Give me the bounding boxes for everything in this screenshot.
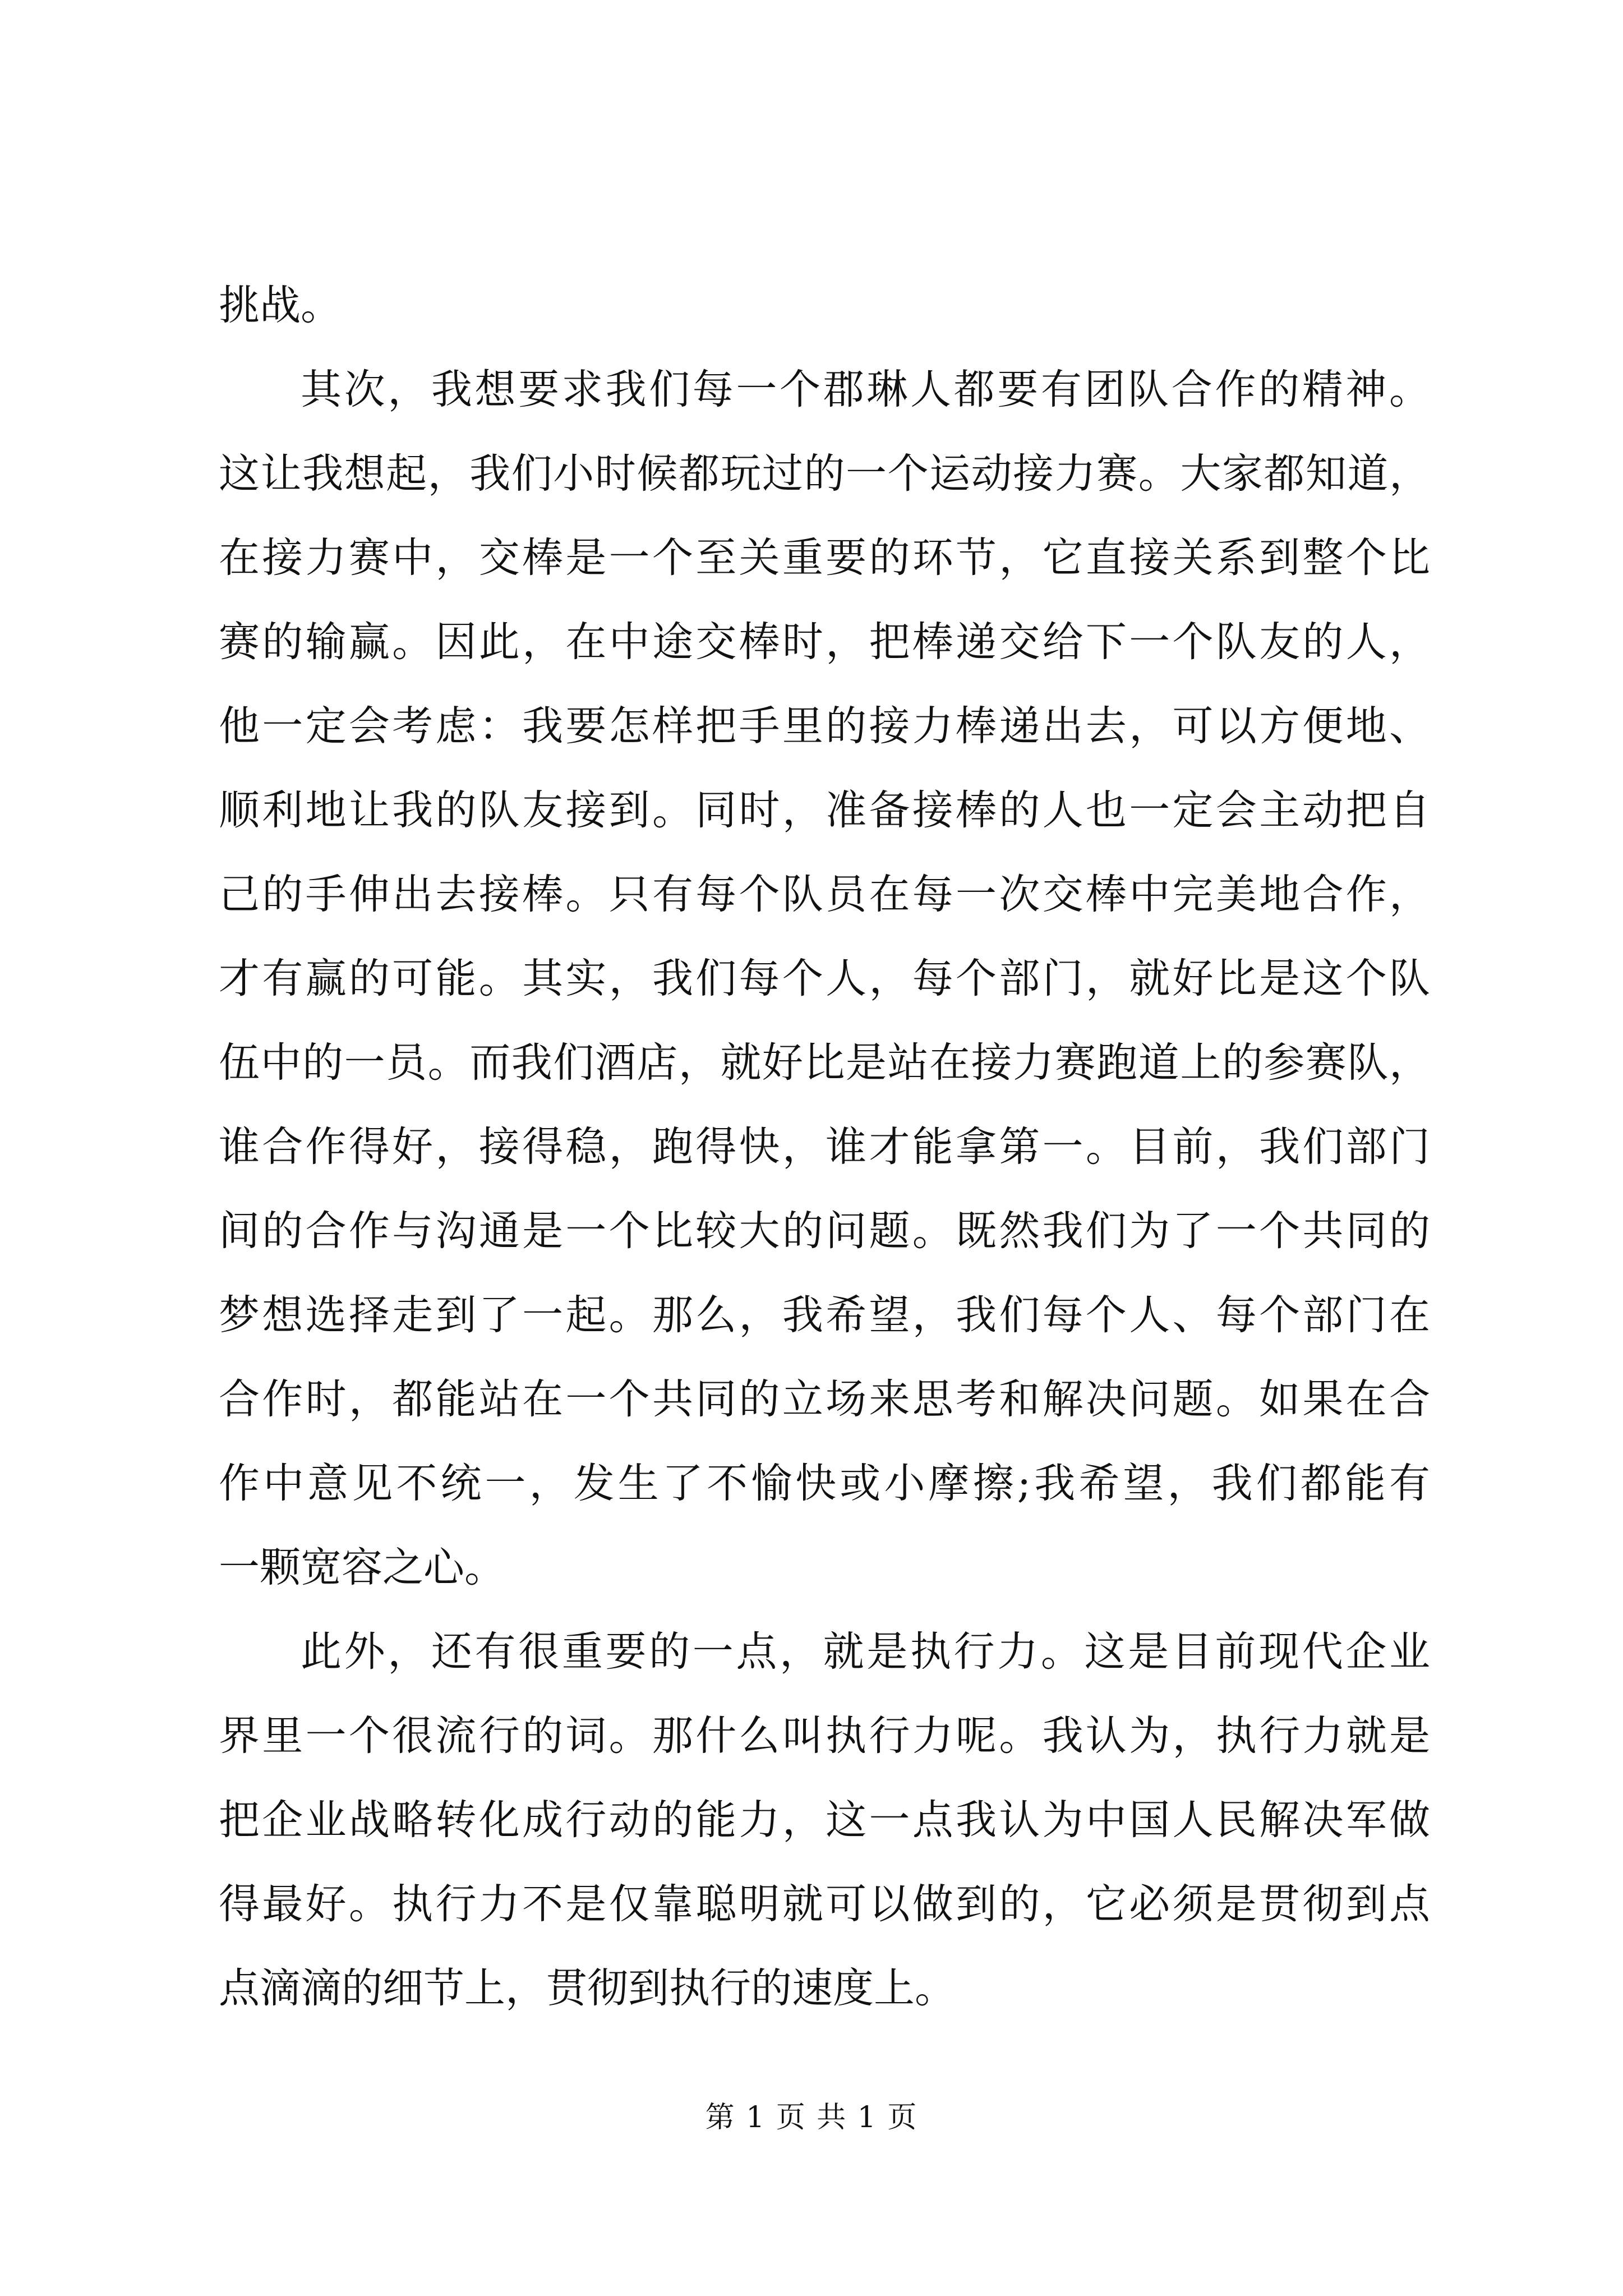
text-line: 挑战。 (219, 282, 342, 329)
text-line: 这让我想起，我们小时候都玩过的一个运动接力赛。大家都知道， (219, 450, 1430, 498)
text-line: 得最好。执行力不是仅靠聪明就可以做到的，它必须是贯彻到点 (219, 1880, 1430, 1928)
text-line: 他一定会考虑：我要怎样把手里的接力棒递出去，可以方便地、 (219, 702, 1430, 750)
text-line: 赛的输赢。因此，在中途交棒时，把棒递交给下一个队友的人， (219, 618, 1430, 666)
text-line: 一颗宽容之心。 (219, 1544, 505, 1591)
text-line: 把企业战略转化成行动的能力，这一点我认为中国人民解决军做 (219, 1796, 1430, 1844)
paragraph-start-line: 此外，还有很重要的一点，就是执行力。这是目前现代企业 (301, 1628, 1430, 1676)
text-line: 间的合作与沟通是一个比较大的问题。既然我们为了一个共同的 (219, 1207, 1430, 1255)
text-line: 谁合作得好，接得稳，跑得快，谁才能拿第一。目前，我们部门 (219, 1123, 1430, 1171)
text-line: 顺利地让我的队友接到。同时，准备接棒的人也一定会主动把自 (219, 786, 1430, 834)
text-line: 才有赢的可能。其实，我们每个人，每个部门，就好比是这个队 (219, 955, 1430, 1002)
text-line: 在接力赛中，交棒是一个至关重要的环节，它直接关系到整个比 (219, 534, 1430, 582)
text-line: 点滴滴的细节上，贯彻到执行的速度上。 (219, 1964, 956, 2012)
document-body (219, 264, 1430, 2031)
text-line: 界里一个很流行的词。那什么叫执行力呢。我认为，执行力就是 (219, 1712, 1430, 1760)
text-line: 作中意见不统一，发生了不愉快或小摩擦;我希望，我们都能有 (219, 1460, 1430, 1507)
text-line: 梦想选择走到了一起。那么，我希望，我们每个人、每个部门在 (219, 1291, 1430, 1339)
text-line: 合作时，都能站在一个共同的立场来思考和解决问题。如果在合 (219, 1375, 1430, 1423)
text-line: 伍中的一员。而我们酒店，就好比是站在接力赛跑道上的参赛队， (219, 1039, 1430, 1087)
page-footer (0, 2095, 1623, 2140)
paragraph-start-line: 其次，我想要求我们每一个郡琳人都要有团队合作的精神。 (301, 366, 1430, 413)
page-number-label: 第 1 页 共 1 页 (705, 2101, 918, 2134)
text-line: 己的手伸出去接棒。只有每个队员在每一次交棒中完美地合作， (219, 871, 1430, 918)
